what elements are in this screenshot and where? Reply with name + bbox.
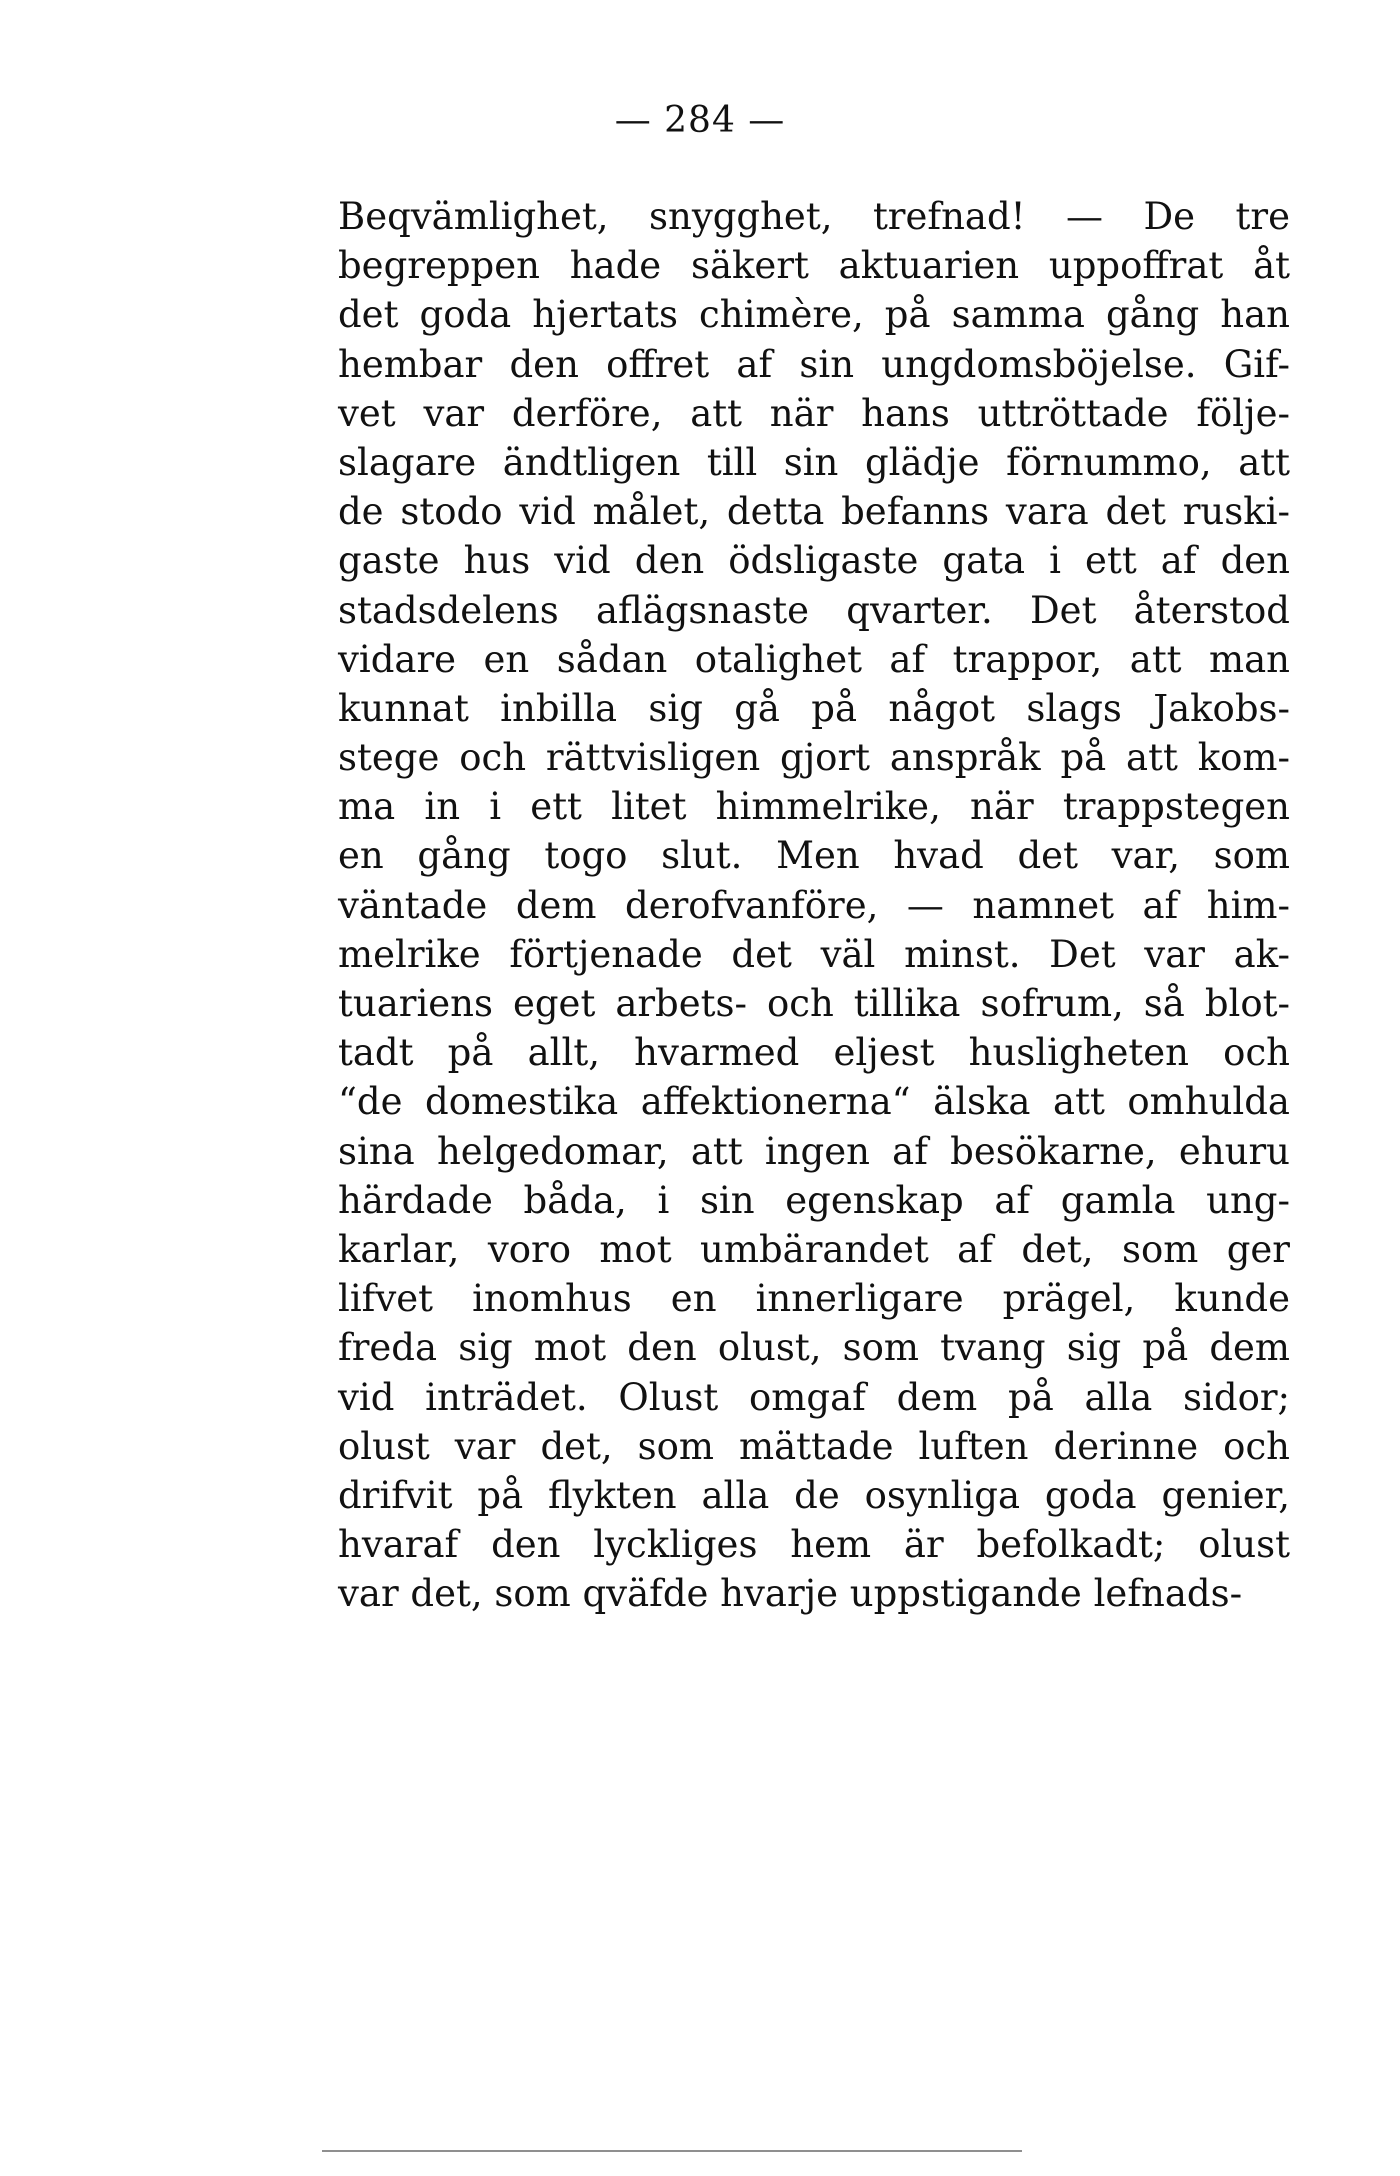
page-number: — 284 —	[614, 100, 786, 141]
text-line: melrike förtjenade det väl minst. Det var ak-	[338, 932, 1290, 976]
text-line: slagare ändtligen till sin glädje förnummo, att	[338, 440, 1290, 484]
text-line: gaste hus vid den ödsligaste gata i ett af den	[338, 539, 1290, 583]
text-line: olust var det, som mättade luften derinne och	[338, 1424, 1290, 1468]
text-line: stege och rättvisligen gjort anspråk på att kom-	[338, 736, 1290, 780]
text-line: tadt på allt, hvarmed eljest husligheten och	[338, 1031, 1290, 1075]
text-line: karlar, voro mot umbärandet af det, som ger	[338, 1227, 1290, 1271]
text-line: härdade båda, i sin egenskap af gamla ung-	[338, 1178, 1290, 1222]
text-line: var det, som qväfde hvarje uppstigande lefnads-	[338, 1572, 1243, 1616]
text-line: väntade dem derofvanföre, — namnet af him-	[338, 883, 1290, 927]
text-line: vid inträdet. Olust omgaf dem på alla sidor;	[338, 1375, 1290, 1419]
text-line: begreppen hade säkert aktuarien uppoffrat åt	[338, 244, 1290, 288]
text-line: Beqvämlighet, snygghet, trefnad! — De tre	[338, 195, 1290, 238]
text-line: hvaraf den lyckliges hem är befolkadt; olust	[338, 1523, 1290, 1567]
text-line: tuariens eget arbets- och tillika sofrum, så blot-	[338, 982, 1290, 1025]
text-line: freda sig mot den olust, som tvang sig på dem	[338, 1326, 1290, 1370]
text-line: stadsdelens aflägsnaste qvarter. Det återstod	[338, 588, 1290, 632]
body-text	[338, 192, 1290, 1618]
text-line: hembar den offret af sin ungdomsböjelse. Gif-	[338, 342, 1290, 386]
text-line: ma in i ett litet himmelrike, när trappstegen	[338, 785, 1290, 829]
text-line: drifvit på flykten alla de osynliga goda genier,	[338, 1473, 1290, 1517]
text-line: sina helgedomar, att ingen af besökarne, ehuru	[338, 1129, 1290, 1173]
text-line: “de domestika affektionerna“ älska att omhulda	[338, 1080, 1290, 1124]
text-line: vidare en sådan otalighet af trappor, att man	[338, 637, 1290, 681]
scan-edge-rule	[322, 2150, 1022, 2152]
text-line: lifvet inomhus en innerligare prägel, kunde	[338, 1277, 1290, 1321]
text-line: en gång togo slut. Men hvad det var, som	[338, 834, 1290, 878]
text-line: kunnat inbilla sig gå på något slags Jakobs-	[338, 686, 1290, 730]
text-line: det goda hjertats chimère, på samma gång han	[338, 293, 1290, 337]
text-line: de stodo vid målet, detta befanns vara det ruski-	[338, 490, 1290, 534]
text-line: vet var derföre, att när hans uttröttade följe-	[338, 391, 1290, 435]
